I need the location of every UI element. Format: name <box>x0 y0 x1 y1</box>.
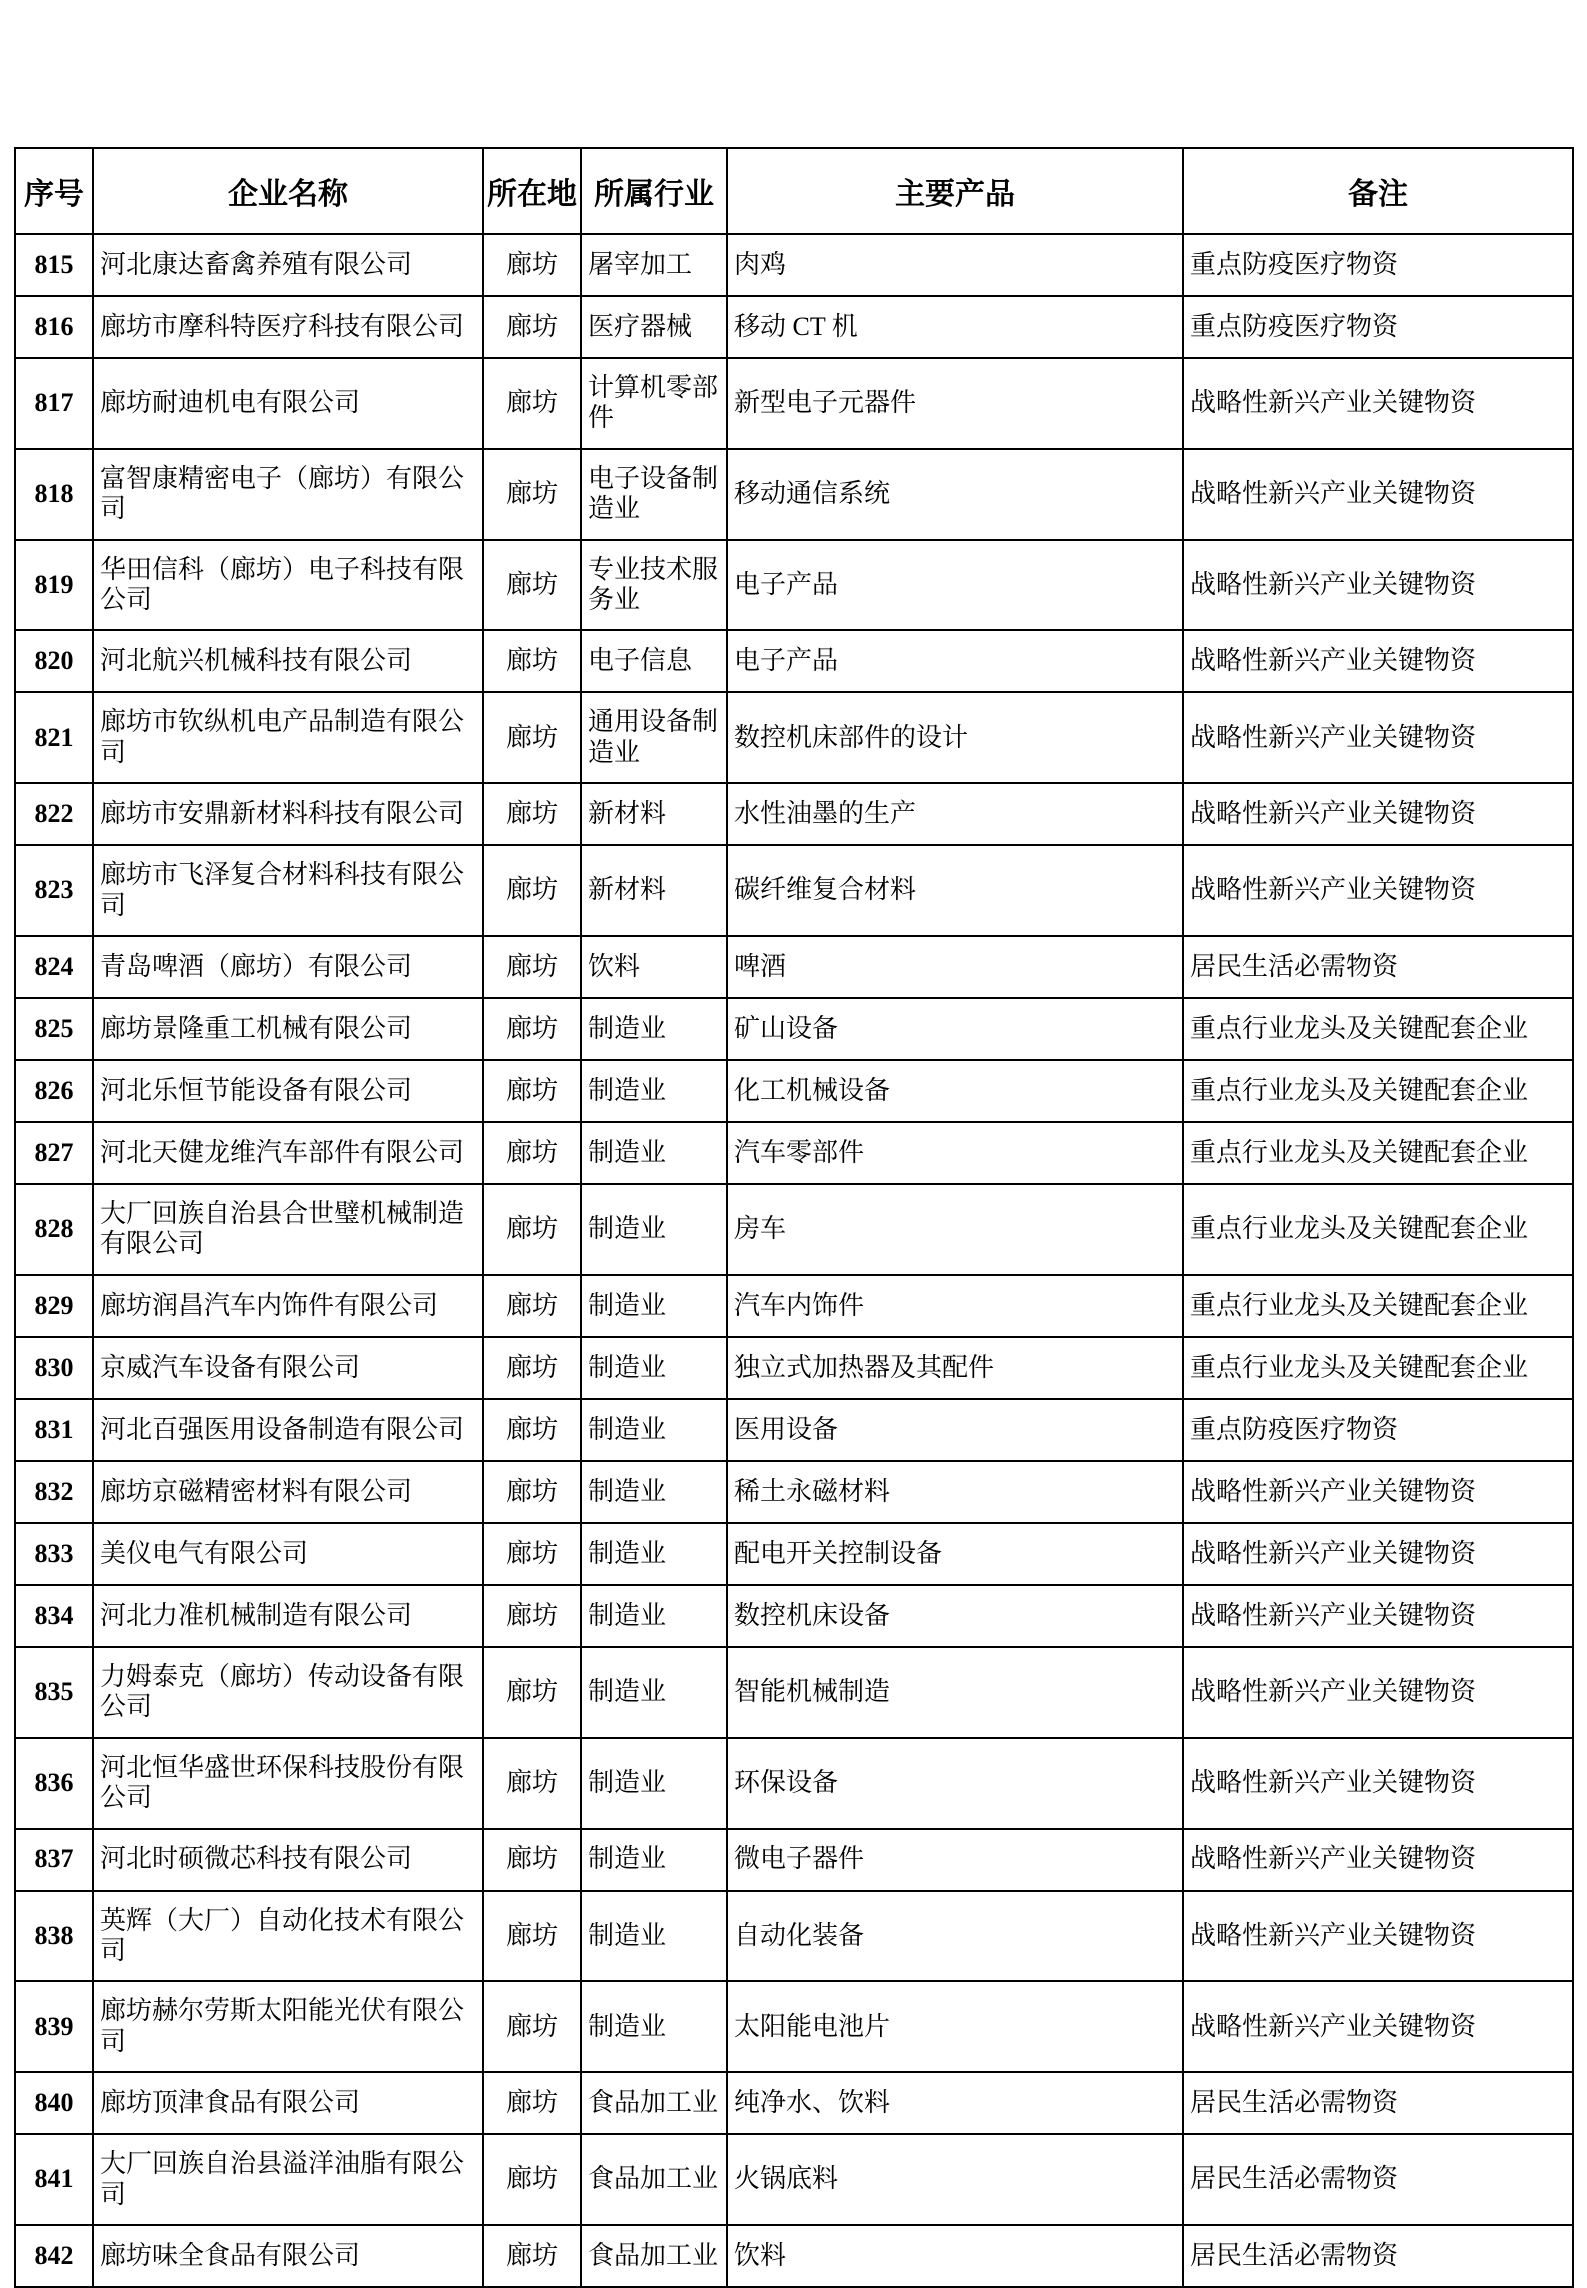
cell-products: 电子产品 <box>727 540 1183 631</box>
cell-index: 815 <box>15 234 93 296</box>
cell-location: 廊坊 <box>483 936 581 998</box>
cell-industry: 制造业 <box>581 1523 727 1585</box>
cell-products: 矿山设备 <box>727 998 1183 1060</box>
table-row <box>15 2072 1573 2134</box>
cell-industry: 制造业 <box>581 1647 727 1738</box>
table-row <box>15 358 1573 449</box>
cell-location: 廊坊 <box>483 1981 581 2072</box>
table-row <box>15 1981 1573 2072</box>
cell-remark: 战略性新兴产业关键物资 <box>1183 630 1573 692</box>
table-row <box>15 2134 1573 2225</box>
cell-location: 廊坊 <box>483 1275 581 1337</box>
header-index: 序号 <box>15 148 93 234</box>
cell-remark: 居民生活必需物资 <box>1183 2225 1573 2287</box>
cell-remark: 战略性新兴产业关键物资 <box>1183 1829 1573 1891</box>
cell-products: 啤酒 <box>727 936 1183 998</box>
cell-company-name: 廊坊赫尔劳斯太阳能光伏有限公司 <box>93 1981 483 2072</box>
cell-location: 廊坊 <box>483 998 581 1060</box>
table-row <box>15 936 1573 998</box>
table-row <box>15 1122 1573 1184</box>
table-row <box>15 845 1573 936</box>
cell-index: 823 <box>15 845 93 936</box>
cell-industry: 制造业 <box>581 998 727 1060</box>
cell-company-name: 河北恒华盛世环保科技股份有限公司 <box>93 1738 483 1829</box>
cell-index: 837 <box>15 1829 93 1891</box>
cell-location: 廊坊 <box>483 630 581 692</box>
cell-index: 834 <box>15 1585 93 1647</box>
table-row <box>15 1647 1573 1738</box>
cell-products: 智能机械制造 <box>727 1647 1183 1738</box>
cell-products: 汽车内饰件 <box>727 1275 1183 1337</box>
cell-remark: 重点行业龙头及关键配套企业 <box>1183 998 1573 1060</box>
cell-remark: 重点防疫医疗物资 <box>1183 296 1573 358</box>
table-row <box>15 1461 1573 1523</box>
table-body <box>15 234 1573 2287</box>
cell-company-name: 廊坊顶津食品有限公司 <box>93 2072 483 2134</box>
cell-company-name: 廊坊景隆重工机械有限公司 <box>93 998 483 1060</box>
cell-products: 数控机床部件的设计 <box>727 692 1183 783</box>
cell-remark: 居民生活必需物资 <box>1183 2072 1573 2134</box>
cell-location: 廊坊 <box>483 358 581 449</box>
cell-industry: 食品加工业 <box>581 2072 727 2134</box>
cell-remark: 战略性新兴产业关键物资 <box>1183 1738 1573 1829</box>
cell-products: 肉鸡 <box>727 234 1183 296</box>
cell-remark: 重点行业龙头及关键配套企业 <box>1183 1060 1573 1122</box>
cell-remark: 战略性新兴产业关键物资 <box>1183 1647 1573 1738</box>
cell-industry: 电子信息 <box>581 630 727 692</box>
cell-company-name: 英辉（大厂）自动化技术有限公司 <box>93 1891 483 1982</box>
cell-remark: 重点行业龙头及关键配套企业 <box>1183 1275 1573 1337</box>
cell-industry: 制造业 <box>581 1738 727 1829</box>
cell-company-name: 美仪电气有限公司 <box>93 1523 483 1585</box>
cell-products: 配电开关控制设备 <box>727 1523 1183 1585</box>
cell-index: 833 <box>15 1523 93 1585</box>
cell-location: 廊坊 <box>483 783 581 845</box>
cell-industry: 专业技术服务业 <box>581 540 727 631</box>
cell-index: 827 <box>15 1122 93 1184</box>
cell-industry: 通用设备制造业 <box>581 692 727 783</box>
cell-location: 廊坊 <box>483 1829 581 1891</box>
cell-remark: 居民生活必需物资 <box>1183 936 1573 998</box>
cell-company-name: 廊坊味全食品有限公司 <box>93 2225 483 2287</box>
cell-location: 廊坊 <box>483 2134 581 2225</box>
cell-index: 828 <box>15 1184 93 1275</box>
cell-products: 房车 <box>727 1184 1183 1275</box>
cell-location: 廊坊 <box>483 1585 581 1647</box>
cell-company-name: 河北康达畜禽养殖有限公司 <box>93 234 483 296</box>
cell-remark: 战略性新兴产业关键物资 <box>1183 1523 1573 1585</box>
cell-remark: 重点防疫医疗物资 <box>1183 1399 1573 1461</box>
cell-location: 廊坊 <box>483 2225 581 2287</box>
cell-company-name: 廊坊润昌汽车内饰件有限公司 <box>93 1275 483 1337</box>
cell-index: 819 <box>15 540 93 631</box>
table-header-row <box>15 148 1573 234</box>
cell-index: 817 <box>15 358 93 449</box>
cell-industry: 制造业 <box>581 1585 727 1647</box>
cell-location: 廊坊 <box>483 1184 581 1275</box>
cell-index: 832 <box>15 1461 93 1523</box>
cell-remark: 重点行业龙头及关键配套企业 <box>1183 1122 1573 1184</box>
cell-industry: 制造业 <box>581 1461 727 1523</box>
cell-location: 廊坊 <box>483 1060 581 1122</box>
cell-company-name: 廊坊市摩科特医疗科技有限公司 <box>93 296 483 358</box>
header-remark: 备注 <box>1183 148 1573 234</box>
cell-products: 微电子器件 <box>727 1829 1183 1891</box>
cell-products: 碳纤维复合材料 <box>727 845 1183 936</box>
cell-company-name: 廊坊市飞泽复合材料科技有限公司 <box>93 845 483 936</box>
cell-remark: 重点行业龙头及关键配套企业 <box>1183 1337 1573 1399</box>
cell-index: 830 <box>15 1337 93 1399</box>
cell-company-name: 华田信科（廊坊）电子科技有限公司 <box>93 540 483 631</box>
cell-products: 水性油墨的生产 <box>727 783 1183 845</box>
table-row <box>15 1829 1573 1891</box>
table-row <box>15 1337 1573 1399</box>
cell-location: 廊坊 <box>483 1523 581 1585</box>
cell-industry: 食品加工业 <box>581 2134 727 2225</box>
cell-industry: 电子设备制造业 <box>581 449 727 540</box>
cell-location: 廊坊 <box>483 1461 581 1523</box>
cell-remark: 战略性新兴产业关键物资 <box>1183 845 1573 936</box>
cell-index: 821 <box>15 692 93 783</box>
cell-products: 新型电子元器件 <box>727 358 1183 449</box>
table-row <box>15 234 1573 296</box>
table-row <box>15 692 1573 783</box>
cell-products: 电子产品 <box>727 630 1183 692</box>
cell-products: 稀土永磁材料 <box>727 1461 1183 1523</box>
cell-industry: 屠宰加工 <box>581 234 727 296</box>
cell-remark: 重点行业龙头及关键配套企业 <box>1183 1184 1573 1275</box>
cell-location: 廊坊 <box>483 449 581 540</box>
cell-products: 环保设备 <box>727 1738 1183 1829</box>
cell-location: 廊坊 <box>483 1399 581 1461</box>
cell-industry: 制造业 <box>581 1891 727 1982</box>
cell-company-name: 廊坊市钦纵机电产品制造有限公司 <box>93 692 483 783</box>
cell-index: 842 <box>15 2225 93 2287</box>
cell-remark: 战略性新兴产业关键物资 <box>1183 358 1573 449</box>
table-row <box>15 1891 1573 1982</box>
cell-location: 廊坊 <box>483 234 581 296</box>
cell-company-name: 河北时硕微芯科技有限公司 <box>93 1829 483 1891</box>
cell-products: 饮料 <box>727 2225 1183 2287</box>
header-products: 主要产品 <box>727 148 1183 234</box>
cell-products: 数控机床设备 <box>727 1585 1183 1647</box>
cell-location: 廊坊 <box>483 296 581 358</box>
cell-company-name: 河北百强医用设备制造有限公司 <box>93 1399 483 1461</box>
table-row <box>15 1275 1573 1337</box>
table-row <box>15 540 1573 631</box>
cell-location: 廊坊 <box>483 1738 581 1829</box>
cell-index: 839 <box>15 1981 93 2072</box>
cell-location: 廊坊 <box>483 1337 581 1399</box>
cell-index: 818 <box>15 449 93 540</box>
cell-products: 汽车零部件 <box>727 1122 1183 1184</box>
cell-industry: 新材料 <box>581 783 727 845</box>
cell-index: 836 <box>15 1738 93 1829</box>
cell-index: 835 <box>15 1647 93 1738</box>
table-row <box>15 296 1573 358</box>
table-row <box>15 783 1573 845</box>
cell-company-name: 力姆泰克（廊坊）传动设备有限公司 <box>93 1647 483 1738</box>
cell-industry: 制造业 <box>581 1337 727 1399</box>
cell-location: 廊坊 <box>483 540 581 631</box>
cell-index: 822 <box>15 783 93 845</box>
table-row <box>15 2225 1573 2287</box>
table-row <box>15 1523 1573 1585</box>
cell-industry: 制造业 <box>581 1275 727 1337</box>
company-table <box>14 147 1574 2288</box>
cell-index: 816 <box>15 296 93 358</box>
cell-products: 纯净水、饮料 <box>727 2072 1183 2134</box>
cell-company-name: 廊坊京磁精密材料有限公司 <box>93 1461 483 1523</box>
cell-remark: 居民生活必需物资 <box>1183 2134 1573 2225</box>
cell-remark: 重点防疫医疗物资 <box>1183 234 1573 296</box>
cell-index: 831 <box>15 1399 93 1461</box>
table-row <box>15 1399 1573 1461</box>
cell-industry: 制造业 <box>581 1122 727 1184</box>
cell-company-name: 廊坊耐迪机电有限公司 <box>93 358 483 449</box>
table-row <box>15 998 1573 1060</box>
cell-products: 独立式加热器及其配件 <box>727 1337 1183 1399</box>
cell-index: 840 <box>15 2072 93 2134</box>
cell-index: 841 <box>15 2134 93 2225</box>
table-row <box>15 1060 1573 1122</box>
header-name: 企业名称 <box>93 148 483 234</box>
table-row <box>15 1585 1573 1647</box>
cell-company-name: 京威汽车设备有限公司 <box>93 1337 483 1399</box>
cell-industry: 制造业 <box>581 1399 727 1461</box>
cell-location: 廊坊 <box>483 1647 581 1738</box>
cell-index: 825 <box>15 998 93 1060</box>
cell-products: 火锅底料 <box>727 2134 1183 2225</box>
cell-index: 824 <box>15 936 93 998</box>
cell-industry: 食品加工业 <box>581 2225 727 2287</box>
cell-location: 廊坊 <box>483 692 581 783</box>
cell-company-name: 廊坊市安鼎新材料科技有限公司 <box>93 783 483 845</box>
cell-industry: 制造业 <box>581 1829 727 1891</box>
cell-company-name: 河北乐恒节能设备有限公司 <box>93 1060 483 1122</box>
header-industry: 所属行业 <box>581 148 727 234</box>
cell-remark: 战略性新兴产业关键物资 <box>1183 692 1573 783</box>
cell-products: 自动化装备 <box>727 1891 1183 1982</box>
cell-company-name: 大厂回族自治县溢洋油脂有限公司 <box>93 2134 483 2225</box>
cell-location: 廊坊 <box>483 845 581 936</box>
cell-location: 廊坊 <box>483 1122 581 1184</box>
cell-remark: 战略性新兴产业关键物资 <box>1183 783 1573 845</box>
cell-industry: 制造业 <box>581 1981 727 2072</box>
cell-products: 医用设备 <box>727 1399 1183 1461</box>
cell-company-name: 大厂回族自治县合世璧机械制造有限公司 <box>93 1184 483 1275</box>
table-row <box>15 1738 1573 1829</box>
cell-index: 826 <box>15 1060 93 1122</box>
cell-products: 太阳能电池片 <box>727 1981 1183 2072</box>
cell-industry: 新材料 <box>581 845 727 936</box>
cell-remark: 战略性新兴产业关键物资 <box>1183 1461 1573 1523</box>
cell-location: 廊坊 <box>483 2072 581 2134</box>
cell-remark: 战略性新兴产业关键物资 <box>1183 1891 1573 1982</box>
cell-company-name: 富智康精密电子（廊坊）有限公司 <box>93 449 483 540</box>
cell-index: 838 <box>15 1891 93 1982</box>
cell-index: 829 <box>15 1275 93 1337</box>
cell-remark: 战略性新兴产业关键物资 <box>1183 1981 1573 2072</box>
header-location: 所在地 <box>483 148 581 234</box>
cell-remark: 战略性新兴产业关键物资 <box>1183 1585 1573 1647</box>
cell-products: 移动通信系统 <box>727 449 1183 540</box>
cell-products: 移动 CT 机 <box>727 296 1183 358</box>
cell-industry: 医疗器械 <box>581 296 727 358</box>
table-row <box>15 449 1573 540</box>
cell-industry: 制造业 <box>581 1060 727 1122</box>
cell-industry: 计算机零部件 <box>581 358 727 449</box>
cell-location: 廊坊 <box>483 1891 581 1982</box>
cell-remark: 战略性新兴产业关键物资 <box>1183 540 1573 631</box>
cell-products: 化工机械设备 <box>727 1060 1183 1122</box>
table-row <box>15 630 1573 692</box>
cell-remark: 战略性新兴产业关键物资 <box>1183 449 1573 540</box>
cell-index: 820 <box>15 630 93 692</box>
cell-company-name: 河北天健龙维汽车部件有限公司 <box>93 1122 483 1184</box>
cell-company-name: 河北力准机械制造有限公司 <box>93 1585 483 1647</box>
table-row <box>15 1184 1573 1275</box>
cell-company-name: 河北航兴机械科技有限公司 <box>93 630 483 692</box>
cell-company-name: 青岛啤酒（廊坊）有限公司 <box>93 936 483 998</box>
cell-industry: 饮料 <box>581 936 727 998</box>
cell-industry: 制造业 <box>581 1184 727 1275</box>
